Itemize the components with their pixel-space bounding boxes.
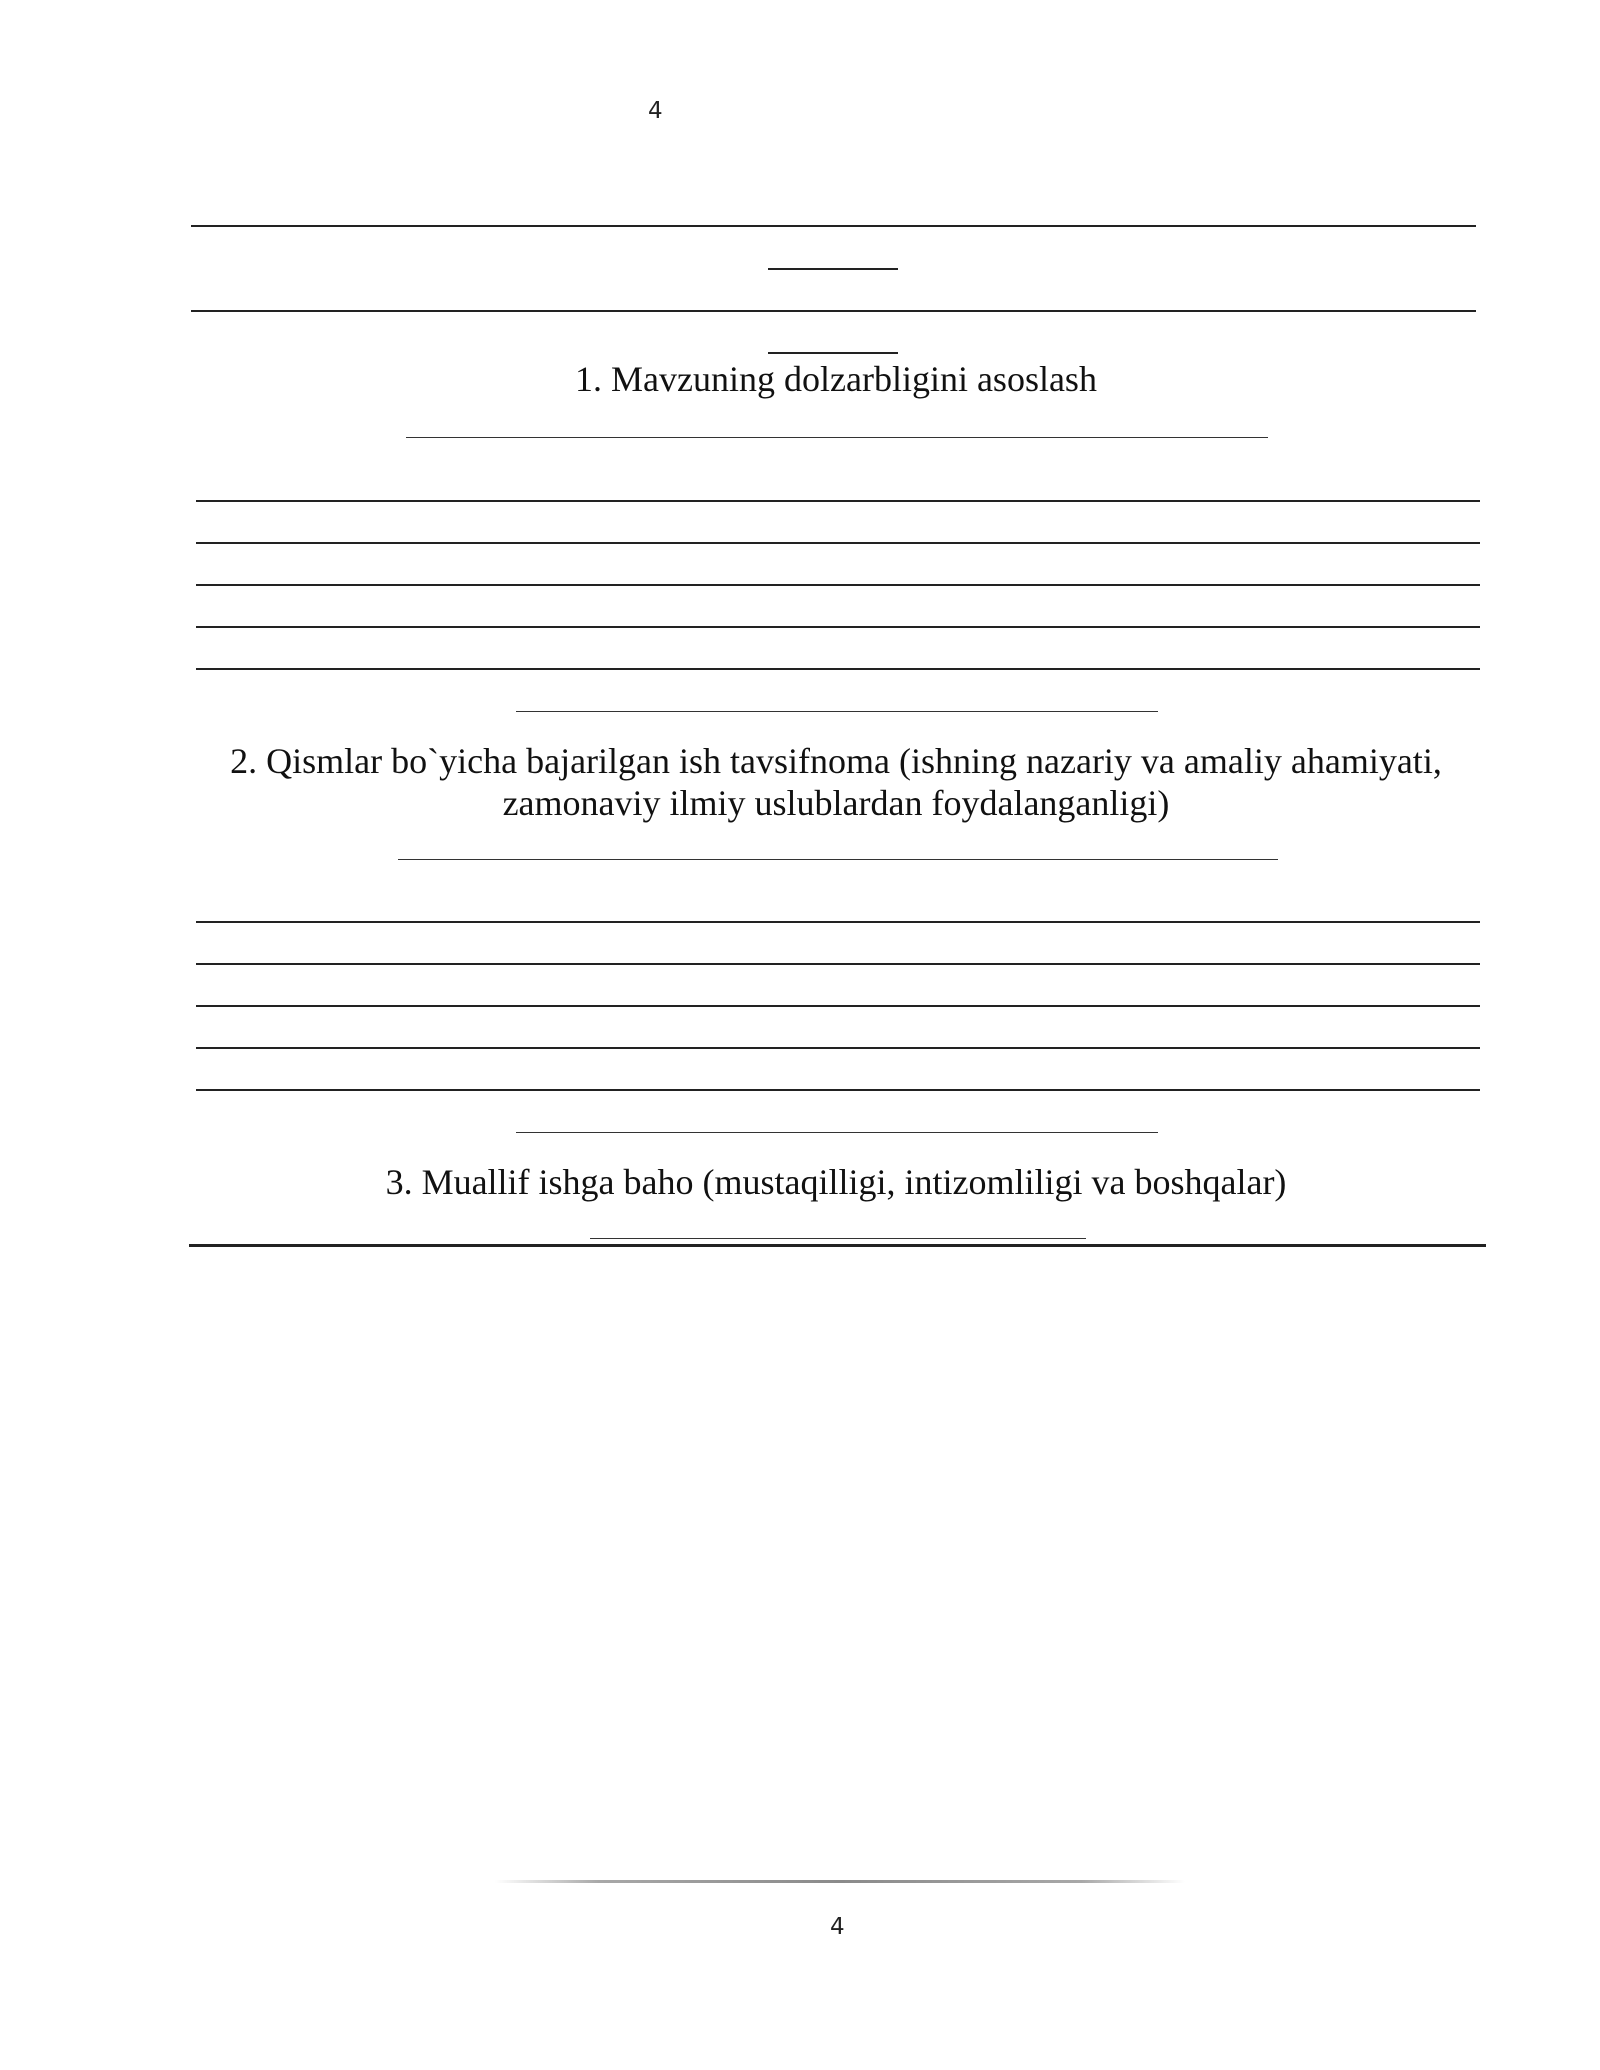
blank-line [196, 626, 1480, 628]
blank-line [196, 584, 1480, 586]
blank-line [196, 542, 1480, 544]
footer-page-number: 4 [830, 1914, 845, 1940]
blank-line [590, 1238, 1086, 1239]
blank-line [768, 268, 898, 270]
blank-line [398, 859, 1278, 860]
blank-line [196, 921, 1480, 923]
footer-divider [495, 1880, 1185, 1883]
blank-line [196, 1005, 1480, 1007]
blank-line [406, 437, 1268, 438]
blank-line [516, 711, 1158, 712]
blank-line [196, 668, 1480, 670]
blank-line [516, 1132, 1158, 1133]
section-2-heading-line2: zamonaviy ilmiy uslublardan foydalanganligi) [502, 783, 1170, 823]
blank-line [768, 352, 898, 354]
section-1-heading: 1. Mavzuning dolzarbligini asoslash [575, 359, 1097, 399]
section-3-heading: 3. Muallif ishga baho (mustaqilligi, intizomliligi va boshqalar) [385, 1162, 1287, 1202]
blank-line [196, 1047, 1480, 1049]
blank-line [189, 1244, 1486, 1247]
blank-line [196, 963, 1480, 965]
section-2-heading-line1: 2. Qismlar bo`yicha bajarilgan ish tavsifnoma (ishning nazariy va amaliy ahamiyati, [230, 741, 1442, 781]
blank-line [196, 500, 1480, 502]
blank-line [191, 310, 1476, 312]
blank-line [196, 1089, 1480, 1091]
blank-line [191, 225, 1476, 227]
header-page-number: 4 [648, 98, 663, 124]
